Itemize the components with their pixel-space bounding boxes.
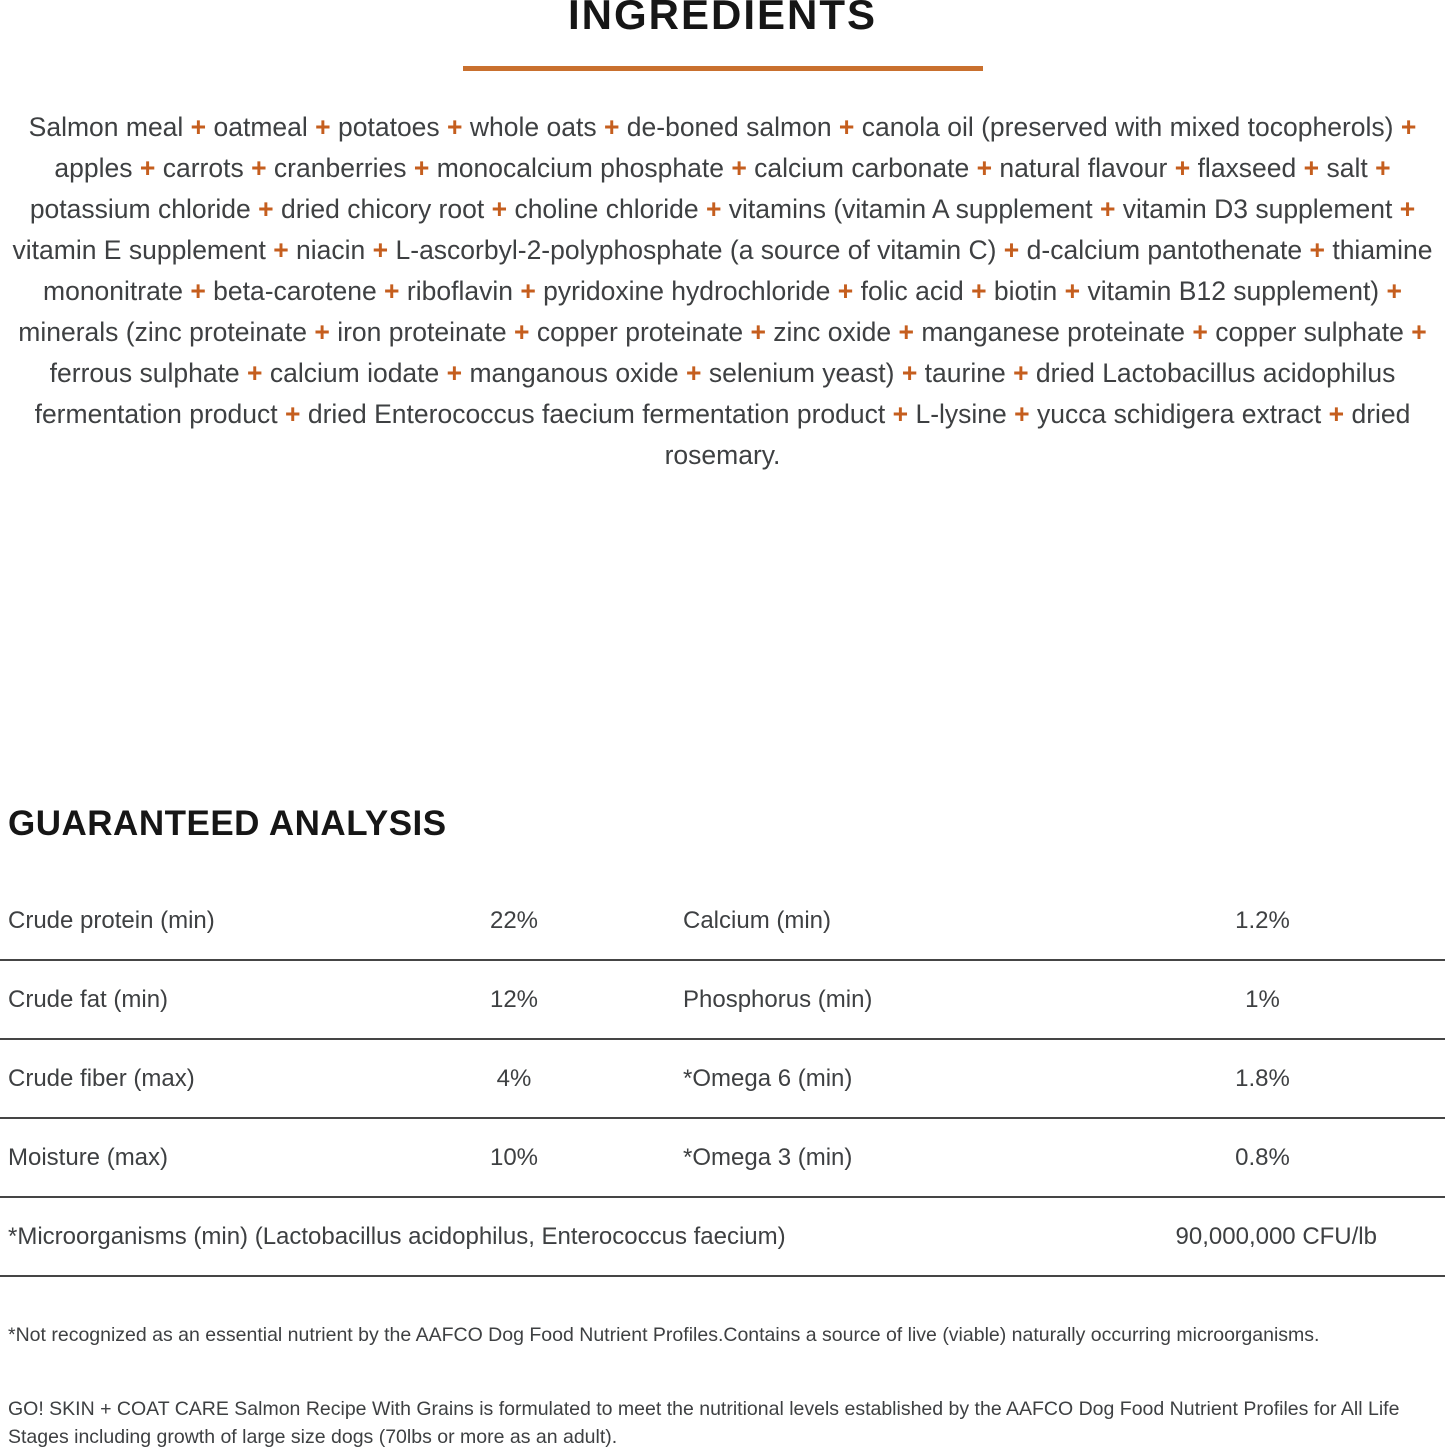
nutrient-label: Phosphorus (min): [683, 985, 873, 1013]
plus-separator: +: [406, 153, 437, 183]
plus-separator: +: [132, 153, 163, 183]
guaranteed-analysis-table: [0, 882, 1445, 1277]
nutrient-label: *Microorganisms (min) (Lactobacillus acidophilus, Enterococcus faecium): [8, 1222, 786, 1250]
nutrient-label: Crude fiber (max): [8, 1064, 195, 1092]
plus-separator: +: [831, 112, 862, 142]
title-underline-rule: [463, 66, 983, 71]
nutrient-label: Crude fat (min): [8, 985, 169, 1013]
nutrient-value: 10%: [489, 1143, 539, 1171]
plus-separator: +: [239, 358, 270, 388]
plus-separator: +: [596, 112, 627, 142]
plus-separator: +: [1185, 317, 1216, 347]
nutrient-value: 1%: [1245, 985, 1280, 1013]
plus-separator: +: [1379, 276, 1402, 306]
plus-separator: +: [506, 317, 537, 347]
table-row: [0, 1040, 1445, 1119]
guaranteed-analysis-title: GUARANTEED ANALYSIS: [8, 804, 447, 843]
plus-separator: +: [678, 358, 709, 388]
plus-separator: +: [894, 358, 925, 388]
plus-separator: +: [1393, 112, 1417, 142]
plus-separator: +: [512, 276, 544, 306]
plus-separator: +: [723, 153, 755, 183]
nutrient-value: 1.8%: [1235, 1064, 1290, 1092]
table-row: [0, 1119, 1445, 1198]
plus-separator: +: [243, 153, 274, 183]
plus-separator: +: [1302, 235, 1333, 265]
plus-separator: +: [885, 399, 916, 429]
plus-separator: +: [1005, 358, 1036, 388]
nutrient-label: Moisture (max): [8, 1143, 169, 1171]
nutrient-value: 90,000,000 CFU/lb: [1175, 1222, 1377, 1250]
table-row: [0, 961, 1445, 1040]
plus-separator: +: [484, 194, 515, 224]
ingredients-title: INGREDIENTS: [567, 0, 878, 38]
nutrient-value: 12%: [489, 985, 539, 1013]
nutrient-label: Calcium (min): [683, 906, 832, 934]
plus-separator: +: [969, 153, 1000, 183]
table-row-microorganisms: [0, 1198, 1445, 1277]
nutrient-value: 0.8%: [1235, 1143, 1290, 1171]
nutrient-value: 4%: [496, 1064, 532, 1092]
plus-separator: +: [439, 358, 470, 388]
nutrient-value: 22%: [489, 906, 539, 934]
plus-separator: +: [250, 194, 281, 224]
plus-separator: +: [365, 235, 396, 265]
plus-separator: +: [830, 276, 861, 306]
plus-separator: +: [1367, 153, 1391, 183]
plus-separator: +: [1392, 194, 1416, 224]
nutrient-label: Crude protein (min): [8, 906, 215, 934]
nutrient-value: 1.2%: [1235, 906, 1290, 934]
plus-separator: +: [1403, 317, 1427, 347]
plus-separator: +: [1321, 399, 1352, 429]
plus-separator: +: [1092, 194, 1123, 224]
plus-separator: +: [963, 276, 994, 306]
nutrient-label: *Omega 3 (min): [683, 1143, 853, 1171]
plus-separator: +: [996, 235, 1027, 265]
plus-separator: +: [1006, 399, 1037, 429]
footnote-formulation: GO! SKIN + COAT CARE Salmon Recipe With Grains is formulated to meet the nutritional levels established by the AAFCO Dog Food Nutrient Profiles for All Life Stages including growth of large size dogs (70lbs or more as an adult).: [8, 1397, 1400, 1448]
plus-separator: +: [891, 317, 922, 347]
plus-separator: +: [1057, 276, 1088, 306]
ingredients-section: [0, 0, 1445, 476]
plus-separator: +: [307, 112, 338, 142]
table-row: [0, 882, 1445, 961]
plus-separator: +: [1167, 153, 1198, 183]
plus-separator: +: [439, 112, 470, 142]
plus-separator: +: [743, 317, 774, 347]
plus-separator: +: [1296, 153, 1327, 183]
footnote-aafco-nutrient: *Not recognized as an essential nutrient by the AAFCO Dog Food Nutrient Profiles.Contains a source of live (viable) naturally occurring microorganisms.: [8, 1323, 1320, 1346]
plus-separator: +: [183, 112, 214, 142]
ingredients-text: Salmon meal + oatmeal + potatoes + whole oats + de-boned salmon + canola oil (preserved with mixed tocopherols) + apples + carrots + cranberries + monocalcium phosphate + calcium carbonate + natural flavour + flaxseed + salt + potassium chloride + dried chicory root + choline chloride + vitamins (vitamin A supplement + vitamin D3 supplement + vitamin E supplement + niacin + L-ascorbyl-2-polyphosphate (a source of vitamin C) + d-calcium pantothenate + thiamine mononitrate + beta-carotene + riboflavin + pyridoxine hydrochloride + folic acid + biotin + vitamin B12 supplement) + minerals (zinc proteinate + iron proteinate + copper proteinate + zinc oxide + manganese proteinate + copper sulphate + ferrous sulphate + calcium iodate + manganous oxide + selenium yeast) + taurine + dried Lactobacillus acidophilus fermentation product + dried Enterococcus faecium fermentation product + L-lysine + yucca schidigera extract + dried rosemary.: [12, 112, 1433, 470]
plus-separator: +: [306, 317, 338, 347]
plus-separator: +: [698, 194, 729, 224]
plus-separator: +: [277, 399, 308, 429]
plus-separator: +: [265, 235, 297, 265]
plus-separator: +: [182, 276, 214, 306]
nutrient-label: *Omega 6 (min): [683, 1064, 853, 1092]
plus-separator: +: [376, 276, 407, 306]
